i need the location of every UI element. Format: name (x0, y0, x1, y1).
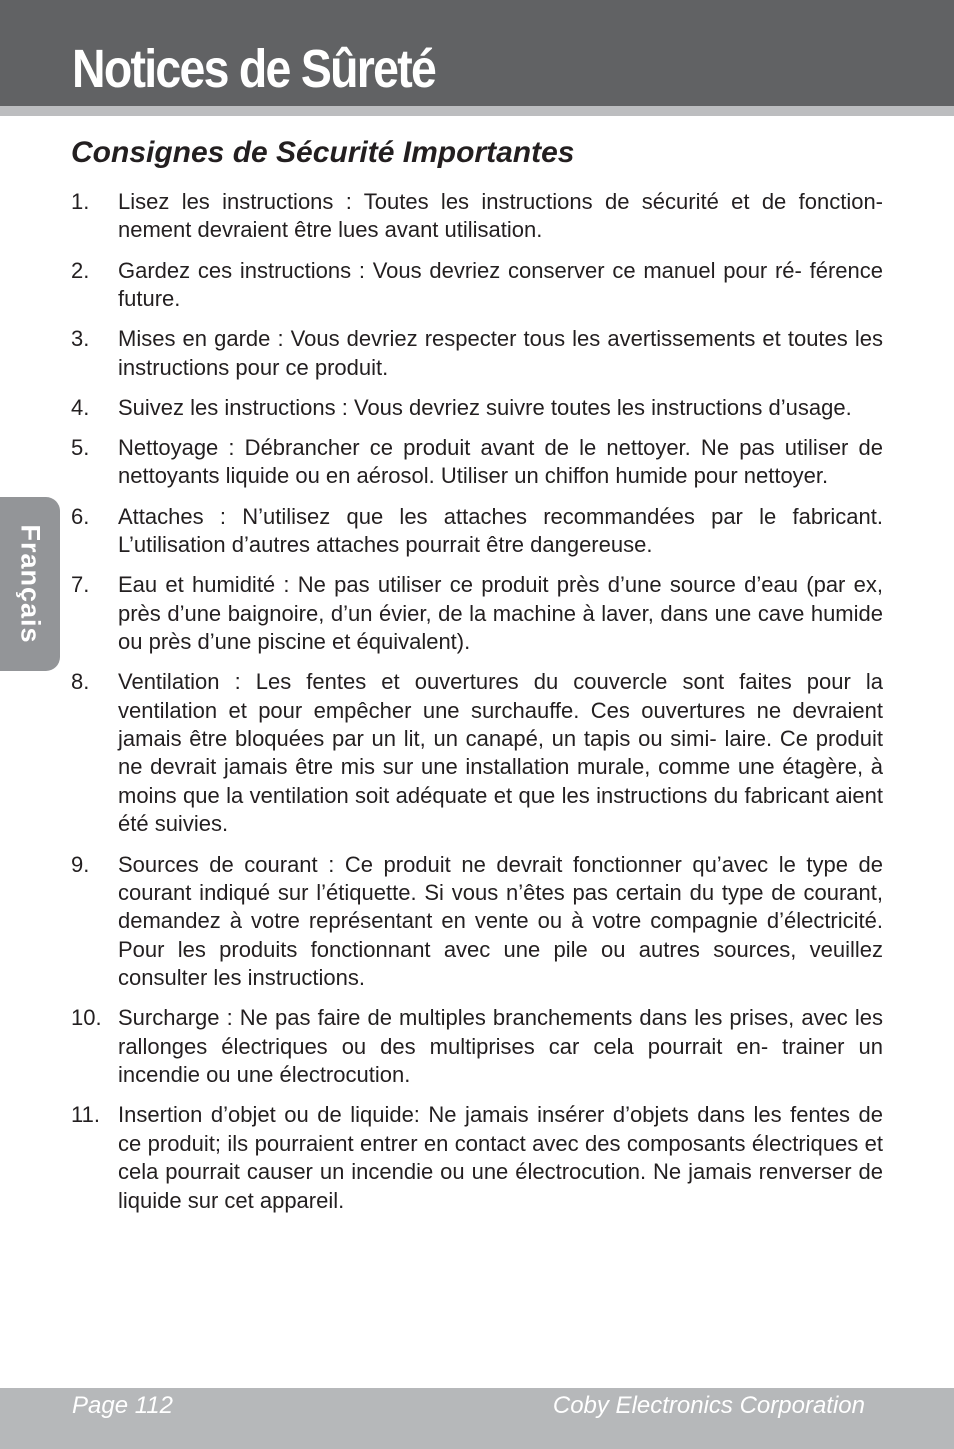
company-name: Coby Electronics Corporation (552, 1392, 865, 1419)
list-item (71, 257, 883, 314)
item-number: 1. (71, 189, 90, 214)
list-item (71, 571, 883, 656)
header-bar (0, 0, 954, 106)
list-item (71, 325, 883, 382)
list-item (71, 1101, 883, 1215)
item-text: Ventilation : Les fentes et ouvertures du couvercle sont faites pour la ventilation et pour empêcher une surchauffe. Ces ouvertures ne devraient jamais être bloquées par un lit, un canapé, un tapis ou simi- laire. Ce produit ne devrait jamais être mis sur une installation murale, comme une étagère, à moins que la ventilation soit adéquate et que les instructions du fabricant aient été suivies. (118, 669, 883, 837)
item-number: 3. (71, 326, 90, 352)
language-tab-label: Français (15, 524, 46, 644)
item-number: 8. (71, 669, 90, 695)
item-number: 7. (71, 572, 90, 598)
list-item (71, 503, 883, 560)
page-title: Notices de Sûreté (72, 39, 436, 99)
section-title: Consignes de Sécurité Importantes (71, 136, 575, 169)
page-number: Page 112 (72, 1392, 173, 1419)
safety-notice-list (71, 188, 883, 1227)
list-item (71, 851, 883, 993)
item-text: Attaches : N’utilisez que les attaches recommandées par le fabricant. L’utilisation d’autres attaches pourrait être dangereuse. (118, 503, 883, 558)
item-number: 6. (71, 503, 90, 529)
list-item (71, 1004, 883, 1089)
item-text: Surcharge : Ne pas faire de multiples branchements dans les prises, avec les rallonges électriques ou des multiprises car cela pourrait en- trainer un incendie ou une électrocution. (118, 1005, 883, 1088)
item-text: Eau et humidité : Ne pas utiliser ce produit près d’une source d’eau (par ex, près d’une baignoire, d’un évier, de la machine à laver, dans une cave humide ou près d’une piscine et équivalent). (118, 572, 883, 655)
header-underline (0, 106, 954, 116)
item-number: 10. (71, 1005, 102, 1031)
item-number: 5. (71, 435, 90, 461)
list-item (71, 394, 883, 422)
item-text: Sources de courant : Ce produit ne devrait fonctionner qu’avec le type de courant indiqué sur l’étiquette. Si vous n’êtes pas certain du type de courant, demandez à votre représentant en vente ou à votre compagnie d’électricité. Pour les produits fonctionnant avec une pile ou autres sources, veuillez consulter les instructions. (118, 851, 883, 991)
list-item (71, 188, 883, 245)
list-item (71, 668, 883, 838)
item-text: Gardez ces instructions : Vous devriez conserver ce manuel pour ré- férence future. (118, 257, 883, 312)
item-text: Insertion d’objet ou de liquide: Ne jamais insérer d’objets dans les fentes de ce produit; ils pourraient entrer en contact avec des composants électriques et cela pourrait causer un incendie ou une électrocution. Ne jamais renverser de liquide sur cet appareil. (118, 1102, 883, 1213)
language-tab (0, 497, 60, 671)
item-text: Mises en garde : Vous devriez respecter tous les avertissements et toutes les instructions pour ce produit. (118, 326, 883, 380)
item-text: Lisez les instructions : Toutes les instructions de sécurité et de fonction- nement devraient être lues avant utilisation. (118, 189, 883, 243)
item-number: 4. (71, 394, 90, 420)
item-text: Suivez les instructions : Vous devriez suivre toutes les instructions d’usage. (118, 394, 852, 420)
item-number: 11. (71, 1102, 100, 1128)
item-number: 2. (71, 257, 90, 283)
item-number: 9. (71, 851, 90, 877)
item-text: Nettoyage : Débrancher ce produit avant de le nettoyer. Ne pas utiliser de nettoyants liquide ou en aérosol. Utiliser un chiffon humide pour nettoyer. (118, 435, 883, 489)
list-item (71, 434, 883, 491)
